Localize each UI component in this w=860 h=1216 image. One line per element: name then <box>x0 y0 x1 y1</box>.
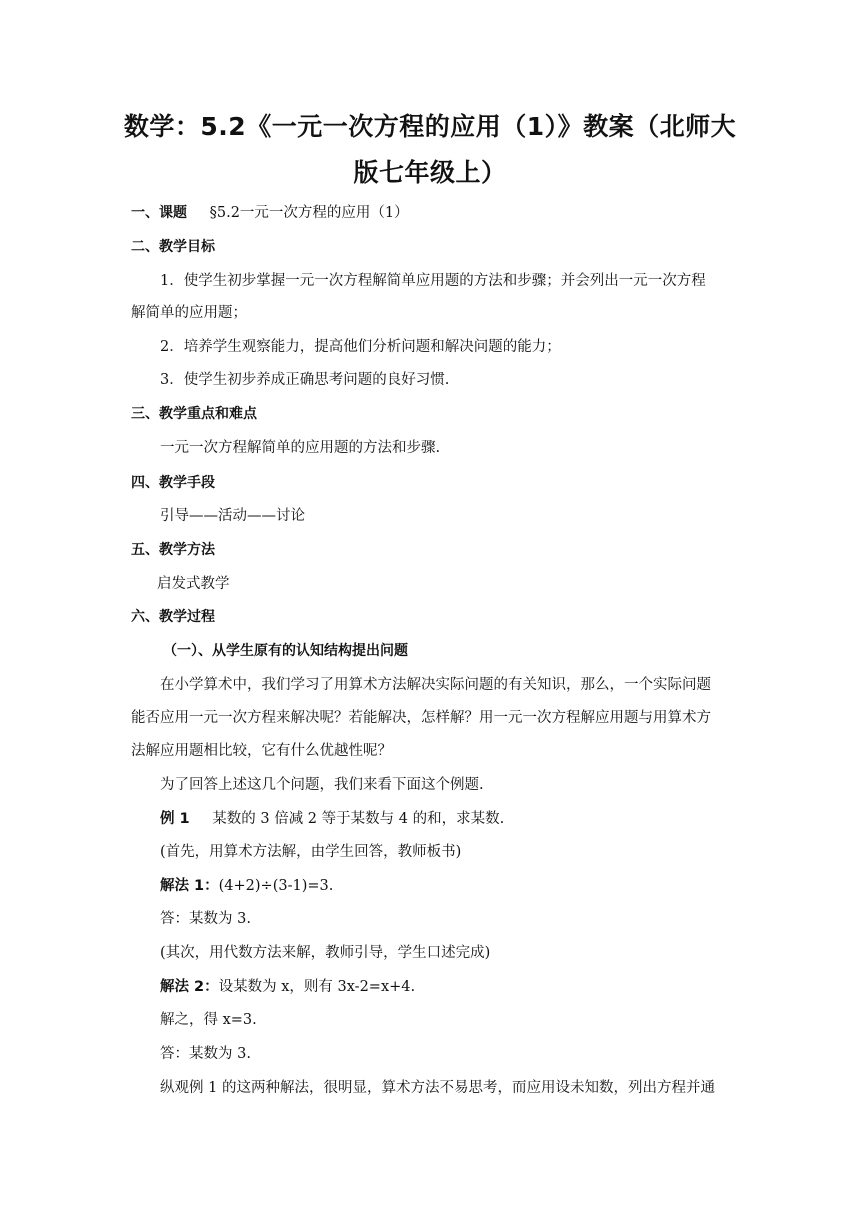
paragraph: 纵观例 1 的这两种解法，很明显，算术方法不易思考，而应用设未知数，列出方程并通 <box>160 1080 715 1096</box>
document-title: 数学：5.2《一元一次方程的应用（1）》教案（北师大版七年级上） <box>123 112 737 187</box>
example-row <box>160 809 504 829</box>
paragraph: 引导——活动——讨论 <box>160 508 305 524</box>
solution-text: (4+2)÷(3-1)=3. <box>218 878 334 894</box>
paragraph: 启发式教学 <box>157 576 230 592</box>
section-3-heading: 三、教学重点和难点 <box>131 406 257 422</box>
example-label: 例 1 <box>160 811 190 827</box>
example-text: 某数的 3 倍减 2 等于某数与 4 的和，求某数. <box>212 811 505 827</box>
paragraph: 解之，得 x=3. <box>160 1012 257 1028</box>
answer: 答：某数为 3. <box>160 1046 251 1062</box>
section-1-row <box>131 203 409 223</box>
paragraph: 2．培养学生观察能力，提高他们分析问题和解决问题的能力； <box>160 339 561 355</box>
paragraph: 能否应用一元一次方程来解决呢？若能解决，怎样解？用一元一次方程解应用题与用算术方 <box>131 710 711 726</box>
paragraph: 3．使学生初步养成正确思考问题的良好习惯. <box>160 372 450 388</box>
note: (首先，用算术方法解，由学生回答，教师板书) <box>160 844 462 860</box>
subsection-heading: （一）、从学生原有的认知结构提出问题 <box>163 643 408 659</box>
paragraph: 解简单的应用题； <box>131 305 247 321</box>
section-1-text: §5.2一元一次方程的应用（1） <box>209 205 409 221</box>
paragraph: 在小学算术中，我们学习了用算术方法解决实际问题的有关知识，那么，一个实际问题 <box>160 677 711 693</box>
section-1-heading: 一、课题 <box>131 205 187 221</box>
answer: 答：某数为 3. <box>160 911 251 927</box>
section-2-heading: 二、教学目标 <box>131 239 215 255</box>
paragraph: 法解应用题相比较，它有什么优越性呢？ <box>131 743 392 759</box>
paragraph: 1．使学生初步掌握一元一次方程解简单应用题的方法和步骤；并会列出一元一次方程 <box>160 273 706 289</box>
solution-row <box>160 977 415 997</box>
solution-label: 解法 2： <box>160 979 219 995</box>
section-4-heading: 四、教学手段 <box>131 475 215 491</box>
note: (其次，用代数方法来解，教师引导，学生口述完成) <box>160 945 491 961</box>
paragraph: 一元一次方程解简单的应用题的方法和步骤. <box>160 440 441 456</box>
solution-row <box>160 876 333 896</box>
solution-label: 解法 1： <box>160 878 219 894</box>
section-6-heading: 六、教学过程 <box>131 609 215 625</box>
paragraph: 为了回答上述这几个问题，我们来看下面这个例题. <box>160 777 484 793</box>
solution-text: 设某数为 x，则有 3x-2=x+4. <box>218 979 416 995</box>
section-5-heading: 五、教学方法 <box>131 542 215 558</box>
